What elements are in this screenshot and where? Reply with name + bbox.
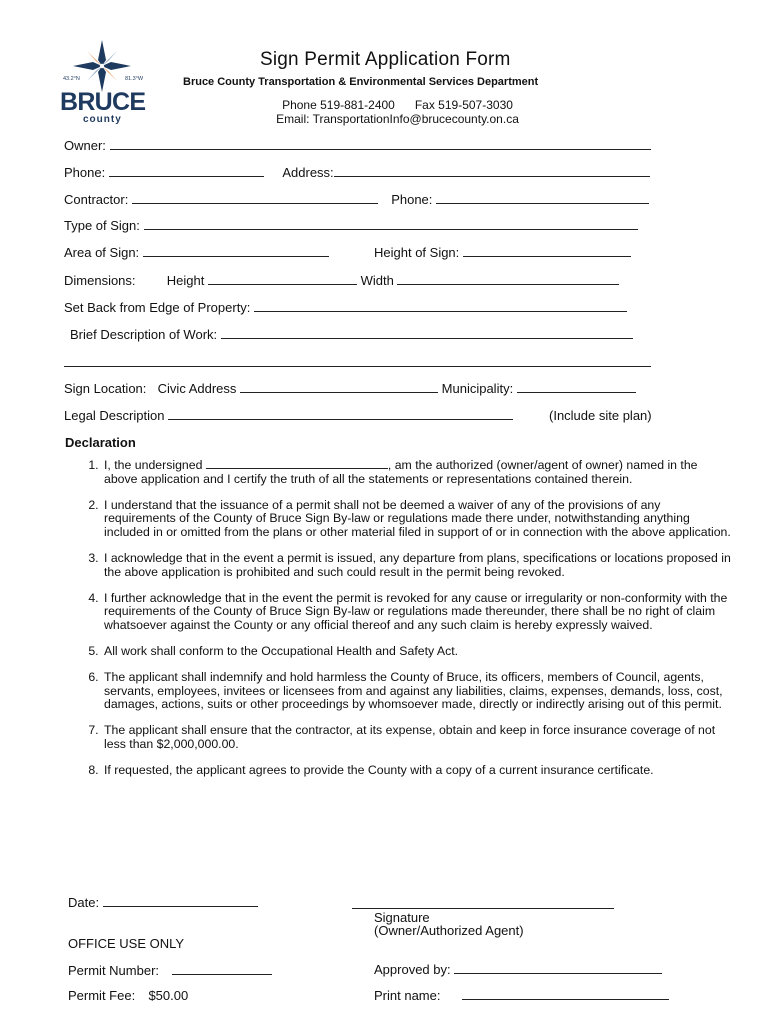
height-of-sign-row — [374, 245, 631, 260]
permit-fee-value: $50.00 — [148, 988, 189, 1003]
width-label: Width — [360, 273, 394, 288]
width-field[interactable] — [397, 273, 619, 285]
permit-number-field[interactable] — [172, 963, 272, 975]
date-field[interactable] — [103, 895, 258, 907]
phone-address-row — [64, 165, 650, 180]
civic-address-field[interactable] — [240, 381, 438, 393]
declaration-item: 7. The applicant shall ensure that the contractor, at its expense, obtain and keep in force insurance coverage of not less than $2,000,000.00. — [102, 724, 732, 751]
bruce-county-logo — [55, 38, 155, 128]
phone-fax: Phone 519-881-2400 Fax 519-507-3030 — [282, 98, 513, 112]
setback-row — [64, 300, 627, 315]
legal-description-label: Legal Description — [64, 408, 165, 423]
approved-by-label: Approved by: — [374, 962, 451, 977]
undersigned-name-field[interactable] — [206, 458, 388, 469]
dimensions-label: Dimensions: — [64, 273, 136, 288]
sign-location-row — [64, 381, 636, 396]
date-row — [68, 895, 258, 910]
permit-number-row — [68, 963, 272, 978]
signature-sublabel: (Owner/Authorized Agent) — [374, 923, 524, 938]
height-label: Height — [166, 273, 205, 288]
brand-sub: county — [83, 114, 122, 125]
office-use-heading: OFFICE USE ONLY — [68, 936, 185, 951]
type-of-sign-label: Type of Sign: — [64, 218, 140, 233]
brief-description-label: Brief Description of Work: — [70, 327, 218, 342]
include-site-plan-note: (Include site plan) — [549, 408, 652, 423]
print-name-field[interactable] — [462, 988, 669, 1000]
date-label: Date: — [68, 895, 100, 910]
coord-left: 43.2°N — [63, 76, 80, 82]
declaration-item: 5. All work shall conform to the Occupational Health and Safety Act. — [102, 645, 732, 659]
permit-fee-label: Permit Fee: — [68, 988, 136, 1003]
brief-description-row — [70, 327, 633, 342]
approved-by-row — [374, 962, 662, 977]
area-of-sign-row — [64, 245, 329, 260]
declaration-heading: Declaration — [65, 435, 136, 450]
print-name-label: Print name: — [374, 988, 441, 1003]
brief-description-field[interactable] — [221, 327, 633, 339]
area-of-sign-field[interactable] — [143, 245, 329, 257]
declaration-list — [62, 458, 732, 790]
permit-fee-row — [68, 988, 188, 1003]
height-of-sign-label: Height of Sign: — [374, 245, 460, 260]
contractor-field[interactable] — [132, 192, 378, 204]
phone-label: Phone: — [64, 165, 106, 180]
dimensions-row — [64, 273, 619, 288]
height-of-sign-field[interactable] — [463, 245, 631, 257]
address-label: Address: — [282, 165, 334, 180]
declaration-item: 8. If requested, the applicant agrees to provide the County with a copy of a current insurance certificate. — [102, 764, 732, 778]
civic-address-label: Civic Address — [157, 381, 237, 396]
owner-field[interactable] — [110, 138, 651, 150]
department-name: Bruce County Transportation & Environmental Services Department — [183, 76, 539, 88]
owner-row — [64, 138, 651, 153]
municipality-label: Municipality: — [441, 381, 514, 396]
legal-description-field[interactable] — [168, 408, 513, 420]
contractor-label: Contractor: — [64, 192, 129, 207]
declaration-item: 3. I acknowledge that in the event a permit is issued, any departure from plans, specifications or locations proposed in the above application is prohibited and such could result in the permit being revoked. — [102, 552, 732, 579]
type-of-sign-row — [64, 218, 638, 233]
contractor-phone-label: Phone: — [391, 192, 433, 207]
declaration-item: 4. I further acknowledge that in the event the permit is revoked for any cause or irregularity or non-conformity with the requirements of the County of Bruce Sign By-law or regulations made thereunder, there shall be no right of claim whatsoever against the County or any official thereof and any such claim is hereby expressly waived. — [102, 592, 732, 633]
sign-location-label: Sign Location: — [64, 381, 147, 396]
declaration-item: 6. The applicant shall indemnify and hold harmless the County of Bruce, its officers, members of Council, agents, servants, employees, invitees or licensees from and against any liabilities, claims, expenses, demands, loss, cost, damages, actions, suits or other proceedings by whomsoever made, directly or indirectly arising out of this permit. — [102, 671, 732, 712]
setback-field[interactable] — [254, 300, 627, 312]
contractor-row — [64, 192, 649, 207]
contractor-phone-field[interactable] — [436, 192, 649, 204]
approved-by-field[interactable] — [454, 962, 662, 974]
height-field[interactable] — [208, 273, 357, 285]
area-of-sign-label: Area of Sign: — [64, 245, 140, 260]
address-field[interactable] — [334, 165, 650, 177]
owner-label: Owner: — [64, 138, 106, 153]
declaration-item: 1. I, the undersigned , am the authorized (owner/agent of owner) named in the above application and I certify the truth of all the statements or representations contained therein. — [102, 458, 732, 486]
compass-star-icon — [55, 38, 155, 130]
coord-right: 81.3°W — [125, 76, 144, 82]
type-of-sign-field[interactable] — [144, 218, 638, 230]
permit-number-label: Permit Number: — [68, 963, 160, 978]
declaration-item: 2. I understand that the issuance of a permit shall not be deemed a waiver of any of the provisions of any requirements of the County of Bruce Sign By-law or regulations made there under, notwithstanding anything included in or omitted from the plans or other material filed in support of or in connection with the above application. — [102, 499, 732, 540]
setback-label: Set Back from Edge of Property: — [64, 300, 251, 315]
brief-description-line-2[interactable] — [64, 354, 651, 372]
page-title: Sign Permit Application Form — [260, 49, 511, 70]
municipality-field[interactable] — [517, 381, 636, 393]
email: Email: TransportationInfo@brucecounty.on.ca — [276, 112, 519, 126]
legal-description-row — [64, 408, 513, 423]
phone-field[interactable] — [109, 165, 264, 177]
signature-label: Signature — [374, 910, 430, 925]
print-name-row — [374, 988, 669, 1003]
brand-main: BRUCE — [60, 88, 146, 116]
